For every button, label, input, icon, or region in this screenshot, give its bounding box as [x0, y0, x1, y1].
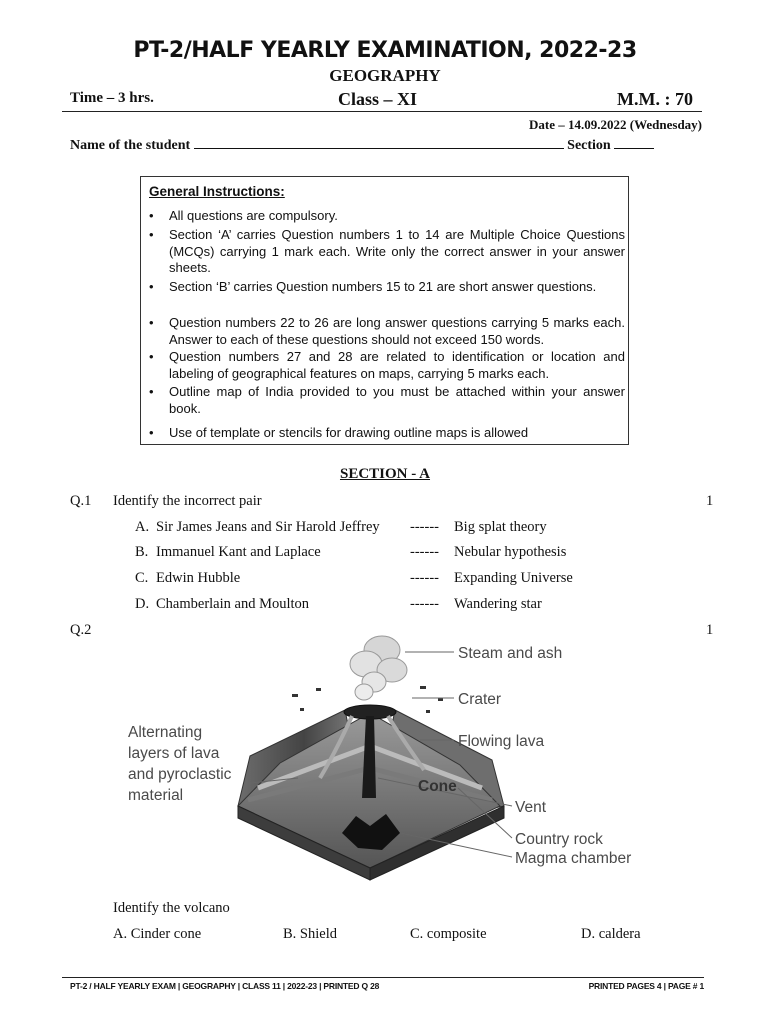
exam-class: Class – XI: [338, 89, 418, 109]
q1-text: Identify the incorrect pair: [113, 493, 262, 509]
q1-option-dash: ------: [410, 570, 439, 586]
instruction-item: • Question numbers 27 and 28 are related to identification or location and labeling of geographical features on maps, carrying 5 marks each.: [149, 349, 625, 381]
q1-option-left: Chamberlain and Moulton: [156, 596, 310, 612]
bullet-icon: •: [149, 349, 154, 364]
volcano-diagram: [120, 628, 650, 893]
exam-title: PT-2/HALF YEARLY EXAMINATION, 2022-23: [133, 38, 637, 63]
label-crater: Crater: [458, 691, 502, 708]
section-a-heading: SECTION - A: [339, 466, 431, 482]
student-name-blank[interactable]: [194, 138, 564, 149]
q1-option-letter: C.: [135, 570, 149, 586]
label-country-rock: Country rock: [515, 831, 603, 848]
student-name-row: [70, 138, 654, 154]
q2-marks: 1: [706, 622, 714, 638]
q1-option-right: Nebular hypothesis: [454, 544, 567, 560]
bullet-icon: •: [149, 227, 154, 242]
bullet-icon: •: [149, 315, 154, 330]
q2-option: B. Shield: [283, 926, 337, 942]
label-alternating-1: Alternating: [128, 724, 203, 741]
q1-option-dash: ------: [410, 596, 439, 612]
footer-right: PRINTED PAGES 4 | PAGE # 1: [588, 981, 704, 991]
label-alternating-3: and pyroclastic: [128, 766, 232, 783]
q2-option: A. Cinder cone: [113, 926, 202, 942]
instruction-item: • Section ‘A’ carries Question numbers 1 to 14 are Multiple Choice Questions (MCQs) carrying 1 mark each. Write only the correct answer in your answer sheets.: [149, 227, 625, 275]
q1-number: Q.1: [70, 493, 92, 509]
q1-option-letter: A.: [135, 519, 150, 535]
exam-date: Date – 14.09.2022 (Wednesday): [529, 117, 702, 132]
q1-option-left: Immanuel Kant and Laplace: [156, 544, 321, 560]
exam-time: Time – 3 hrs.: [70, 90, 154, 106]
header-divider: [62, 111, 702, 112]
section-blank[interactable]: [614, 138, 654, 149]
footer-left: PT-2 / HALF YEARLY EXAM | GEOGRAPHY | CLASS 11 | 2022-23 | PRINTED Q 28: [70, 981, 380, 991]
label-steam: Steam and ash: [458, 645, 563, 662]
max-marks: M.M. : 70: [617, 89, 693, 109]
q1-option-dash: ------: [410, 519, 439, 535]
section-label: Section: [567, 138, 611, 153]
student-name-label: Name of the student: [70, 138, 191, 153]
subject-title: GEOGRAPHY: [329, 66, 441, 85]
instruction-item: • All questions are compulsory.: [149, 208, 338, 223]
q1-option-right: Wandering star: [454, 596, 542, 612]
q1-option-letter: D.: [135, 596, 150, 612]
footer-divider: [62, 977, 704, 978]
q2-number: Q.2: [70, 622, 92, 638]
q1-option-right: Expanding Universe: [454, 570, 573, 586]
bullet-icon: •: [149, 279, 154, 294]
instruction-item: • Use of template or stencils for drawing outline maps is allowed: [149, 425, 529, 440]
q1-option-dash: ------: [410, 544, 439, 560]
label-cone: Cone: [418, 778, 457, 795]
label-magma-chamber: Magma chamber: [515, 850, 632, 867]
bullet-icon: •: [149, 384, 154, 399]
q1-option-left: Sir James Jeans and Sir Harold Jeffrey: [156, 519, 380, 535]
bullet-icon: •: [149, 208, 154, 223]
q1-option-letter: B.: [135, 544, 149, 560]
steam-plume-icon: [350, 636, 407, 700]
q2-option: D. caldera: [581, 926, 641, 942]
label-flowing-lava: Flowing lava: [458, 733, 545, 750]
q1-option-right: Big splat theory: [454, 519, 547, 535]
label-vent: Vent: [515, 799, 547, 816]
bullet-icon: •: [149, 425, 154, 440]
instruction-item: • Question numbers 22 to 26 are long answer questions carrying 5 marks each. Answer to each of these questions should not exceed 150 words.: [149, 315, 625, 347]
q1-option-left: Edwin Hubble: [156, 570, 241, 586]
instruction-item: • Section ‘B’ carries Question numbers 15 to 21 are short answer questions.: [149, 279, 597, 294]
q2-option: C. composite: [410, 926, 487, 942]
label-alternating-4: material: [128, 787, 184, 804]
q1-marks: 1: [706, 493, 714, 509]
instruction-item: • Outline map of India provided to you must be attached within your answer book.: [149, 384, 625, 416]
instructions-heading: General Instructions:: [149, 184, 285, 199]
label-alternating-2: layers of lava: [128, 745, 220, 762]
q2-text: Identify the volcano: [113, 900, 230, 916]
